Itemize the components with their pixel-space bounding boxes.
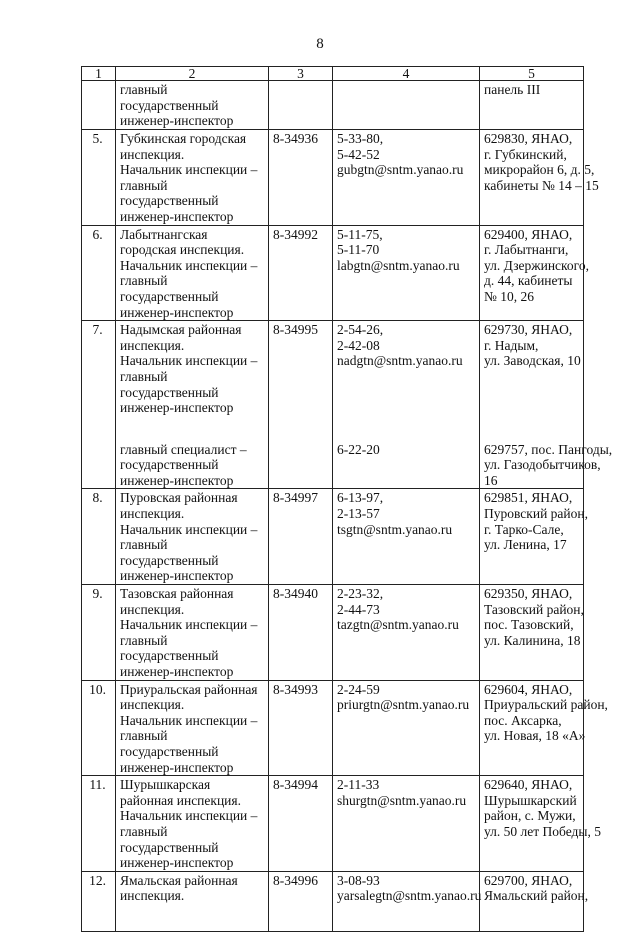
cell-gap xyxy=(337,416,475,442)
cell-line: ул. 50 лет Победы, 5 xyxy=(484,823,601,839)
cell-line: Шурышкарская xyxy=(120,777,211,793)
address-cell xyxy=(480,585,584,681)
phone-code-cell: 8-34996 xyxy=(269,871,333,931)
cell-line: 5-11-75, xyxy=(337,226,383,242)
cell-line: инженер-инспектор xyxy=(120,472,234,488)
cell-spacer xyxy=(484,400,579,416)
inspection-name-cell xyxy=(116,871,269,931)
cell-line: Лабытнангская xyxy=(120,226,208,242)
cell-spacer xyxy=(337,385,475,401)
cell-line: 2-13-57 xyxy=(337,506,380,522)
table-row xyxy=(82,680,584,776)
cell-line: 2-11-33 xyxy=(337,777,380,793)
cell-line: Начальник инспекции – xyxy=(120,257,258,273)
cell-line: государственный xyxy=(120,839,219,855)
inspections-table xyxy=(81,66,613,932)
cell-line: 629700, ЯНАО, xyxy=(484,872,573,888)
row-number: 12. xyxy=(82,871,116,931)
cell-line: priurgtn@sntm.yanao.ru xyxy=(337,697,470,713)
cell-line: gubgtn@sntm.yanao.ru xyxy=(337,162,464,178)
cell-line: пос. Аксарка, xyxy=(484,712,562,728)
cell-line: tazgtn@sntm.yanao.ru xyxy=(337,617,459,633)
contacts-cell xyxy=(333,585,480,681)
cell-line: Пуровская районная xyxy=(120,490,238,506)
cell-line: государственный xyxy=(120,384,219,400)
cell-line: главный xyxy=(120,82,168,97)
cell-line: главный xyxy=(120,537,168,553)
cell-line: 6-13-97, xyxy=(337,490,384,506)
inspection-name-cell xyxy=(116,130,269,226)
cell-line: районная инспекция. xyxy=(120,792,241,808)
column-header: 5 xyxy=(480,67,584,81)
cell-line: shurgtn@sntm.yanao.ru xyxy=(337,792,467,808)
inspection-name-cell xyxy=(116,585,269,681)
cell-line: Приуральская районная xyxy=(120,681,258,697)
cell-line: главный специалист – xyxy=(120,441,247,457)
column-header-row xyxy=(82,67,584,81)
cell-line: ул. Новая, 18 «А» xyxy=(484,728,586,744)
cell-line: 2-44-73 xyxy=(337,601,380,617)
cell-line: инженер-инспектор xyxy=(120,304,234,320)
cell-line: ул. Дзержинского, xyxy=(484,257,589,273)
address-cell xyxy=(480,81,584,130)
cell-gap xyxy=(120,416,264,442)
cell-line: 629604, ЯНАО, xyxy=(484,681,573,697)
table-row xyxy=(82,321,584,489)
cell-line: ул. Ленина, 17 xyxy=(484,537,567,553)
cell-line: главный xyxy=(120,177,168,193)
table-row xyxy=(82,130,584,226)
cell-spacer xyxy=(337,400,475,416)
contacts-cell xyxy=(333,130,480,226)
cell-line: главный xyxy=(120,823,168,839)
cell-line: г. Тарко-Сале, xyxy=(484,521,564,537)
row-number xyxy=(82,81,116,130)
column-header: 3 xyxy=(269,67,333,81)
cell-line: г. Губкинский, xyxy=(484,146,567,162)
cell-line: 2-24-59 xyxy=(337,681,380,697)
table-body xyxy=(82,81,613,932)
cell-gap xyxy=(484,416,579,442)
cell-line: Начальник инспекции – xyxy=(120,617,258,633)
address-cell xyxy=(480,225,589,321)
cell-line: главный xyxy=(120,728,168,744)
cell-line: инспекция. xyxy=(120,888,185,904)
cell-line: инспекция. xyxy=(120,697,185,713)
page-number: 8 xyxy=(316,36,324,52)
phone-code-cell: 8-34995 xyxy=(269,321,333,489)
cell-spacer xyxy=(337,369,475,385)
address-cell xyxy=(480,489,588,585)
inspection-name-cell xyxy=(116,776,269,872)
cell-line: Начальник инспекции – xyxy=(120,521,258,537)
inspection-name-cell xyxy=(116,680,269,776)
cell-spacer xyxy=(484,369,579,385)
contacts-cell xyxy=(333,489,480,585)
cell-line: главный xyxy=(120,368,168,384)
cell-line: 629730, ЯНАО, xyxy=(484,322,573,338)
phone-code-cell: 8-34994 xyxy=(269,776,333,872)
phone-code-cell: 8-34997 xyxy=(269,489,333,585)
cell-line: городская инспекция. xyxy=(120,242,245,258)
cell-line: Шурышкарский xyxy=(484,792,577,808)
cell-line: ул. Калинина, 18 xyxy=(484,632,581,648)
cell-line: 5-33-80, xyxy=(337,131,384,146)
table-row xyxy=(82,776,584,872)
cell-line: Губкинская городская xyxy=(120,131,247,146)
cell-line: д. 44, кабинеты xyxy=(484,273,573,289)
inspection-name-cell xyxy=(116,489,269,585)
cell-line: ул. Газодобытчиков, xyxy=(484,457,601,473)
cell-line: 629640, ЯНАО, xyxy=(484,777,573,793)
cell-line: район, с. Мужи, xyxy=(484,808,576,824)
cell-line: инженер-инспектор xyxy=(120,855,234,871)
row-number: 7. xyxy=(82,321,116,489)
address-cell xyxy=(480,130,599,226)
cell-line: г. Лабытнанги, xyxy=(484,242,569,258)
address-cell xyxy=(480,680,608,776)
cell-line: 16 xyxy=(484,472,498,488)
phone-code-cell: 8-34936 xyxy=(269,130,333,226)
inspection-name-cell xyxy=(116,81,269,130)
row-number: 5. xyxy=(82,130,116,226)
cell-line: государственный xyxy=(120,457,219,473)
contacts-cell xyxy=(333,871,480,931)
table-row xyxy=(82,225,584,321)
cell-line: инженер-инспектор xyxy=(120,568,234,584)
cell-line: 2-54-26, xyxy=(337,322,384,338)
phone-code-cell: 8-34992 xyxy=(269,225,333,321)
phone-code-cell: 8-34993 xyxy=(269,680,333,776)
cell-line: Начальник инспекции – xyxy=(120,162,258,178)
cell-line: 629400, ЯНАО, xyxy=(484,226,573,242)
cell-spacer xyxy=(484,385,579,401)
column-header: 2 xyxy=(116,67,269,81)
phone-code-cell: 8-34940 xyxy=(269,585,333,681)
address-cell xyxy=(480,321,613,489)
cell-line: № 10, 26 xyxy=(484,288,535,304)
cell-line: Начальник инспекции – xyxy=(120,808,258,824)
column-header: 1 xyxy=(82,67,116,81)
table-row xyxy=(82,871,584,931)
cell-line: ул. Заводская, 10 xyxy=(484,353,581,369)
cell-line: главный xyxy=(120,632,168,648)
cell-line: Надымская районная xyxy=(120,322,242,338)
cell-line: государственный xyxy=(120,743,219,759)
cell-line: 629851, ЯНАО, xyxy=(484,490,573,506)
cell-line: инженер-инспектор xyxy=(120,208,234,224)
row-number: 10. xyxy=(82,680,116,776)
cell-line: 629350, ЯНАО, xyxy=(484,586,573,602)
cell-line: инспекция. xyxy=(120,601,185,617)
row-number: 11. xyxy=(82,776,116,872)
contacts-cell xyxy=(333,81,480,130)
cell-line: кабинеты № 14 – 15 xyxy=(484,177,599,193)
cell-line: инспекция. xyxy=(120,146,185,162)
cell-line: Начальник инспекции – xyxy=(120,712,258,728)
cell-line: микрорайон 6, д. 5, xyxy=(484,162,595,178)
cell-line: 5-11-70 xyxy=(337,242,380,258)
table-row xyxy=(82,489,584,585)
cell-line: 5-42-52 xyxy=(337,146,380,162)
cell-line: 2-23-32, xyxy=(337,586,384,602)
cell-line: государственный xyxy=(120,288,219,304)
cell-line: панель III xyxy=(484,82,541,97)
cell-line: Приуральский район, xyxy=(484,697,608,713)
cell-line: Ямальский район, xyxy=(484,888,589,904)
cell-line: 6-22-20 xyxy=(337,441,380,457)
row-number: 9. xyxy=(82,585,116,681)
column-header: 4 xyxy=(333,67,480,81)
cell-line: инспекция. xyxy=(120,506,185,522)
row-number: 8. xyxy=(82,489,116,585)
cell-line: tsgtn@sntm.yanao.ru xyxy=(337,521,453,537)
cell-line: 629757, пос. Пангоды, xyxy=(484,441,613,457)
phone-code-cell xyxy=(269,81,333,130)
cell-line: 629830, ЯНАО, xyxy=(484,131,573,146)
cell-line: государственный xyxy=(120,552,219,568)
cell-line: главный xyxy=(120,273,168,289)
cell-line: пос. Тазовский, xyxy=(484,617,574,633)
cell-line: Пуровский район, xyxy=(484,506,588,522)
cell-line: labgtn@sntm.yanao.ru xyxy=(337,257,460,273)
cell-line: инженер-инспектор xyxy=(120,400,234,416)
table-row xyxy=(82,81,584,130)
cell-line: Тазовский район, xyxy=(484,601,584,617)
address-cell xyxy=(480,871,589,931)
cell-line: инженер-инспектор xyxy=(120,113,234,129)
cell-line: Тазовская районная xyxy=(120,586,234,602)
row-number: 6. xyxy=(82,225,116,321)
contacts-cell xyxy=(333,225,480,321)
cell-line: инженер-инспектор xyxy=(120,664,234,679)
cell-line: 3-08-93 xyxy=(337,872,380,888)
cell-line: Ямальская районная xyxy=(120,872,238,888)
inspection-name-cell xyxy=(116,321,269,489)
cell-line: государственный xyxy=(120,97,219,113)
cell-line: инспекция. xyxy=(120,337,185,353)
contacts-cell xyxy=(333,680,480,776)
table-row xyxy=(82,585,584,681)
inspection-name-cell xyxy=(116,225,269,321)
cell-line: yarsalegtn@sntm.yanao.ru xyxy=(337,888,482,904)
contacts-cell xyxy=(333,776,480,872)
cell-line: государственный xyxy=(120,193,219,209)
cell-line: Начальник инспекции – xyxy=(120,353,258,369)
contacts-cell xyxy=(333,321,480,489)
cell-line: nadgtn@sntm.yanao.ru xyxy=(337,353,463,369)
cell-line: г. Надым, xyxy=(484,337,539,353)
cell-line: 2-42-08 xyxy=(337,337,380,353)
address-cell xyxy=(480,776,601,872)
cell-line: инженер-инспектор xyxy=(120,759,234,775)
cell-line: государственный xyxy=(120,648,219,664)
